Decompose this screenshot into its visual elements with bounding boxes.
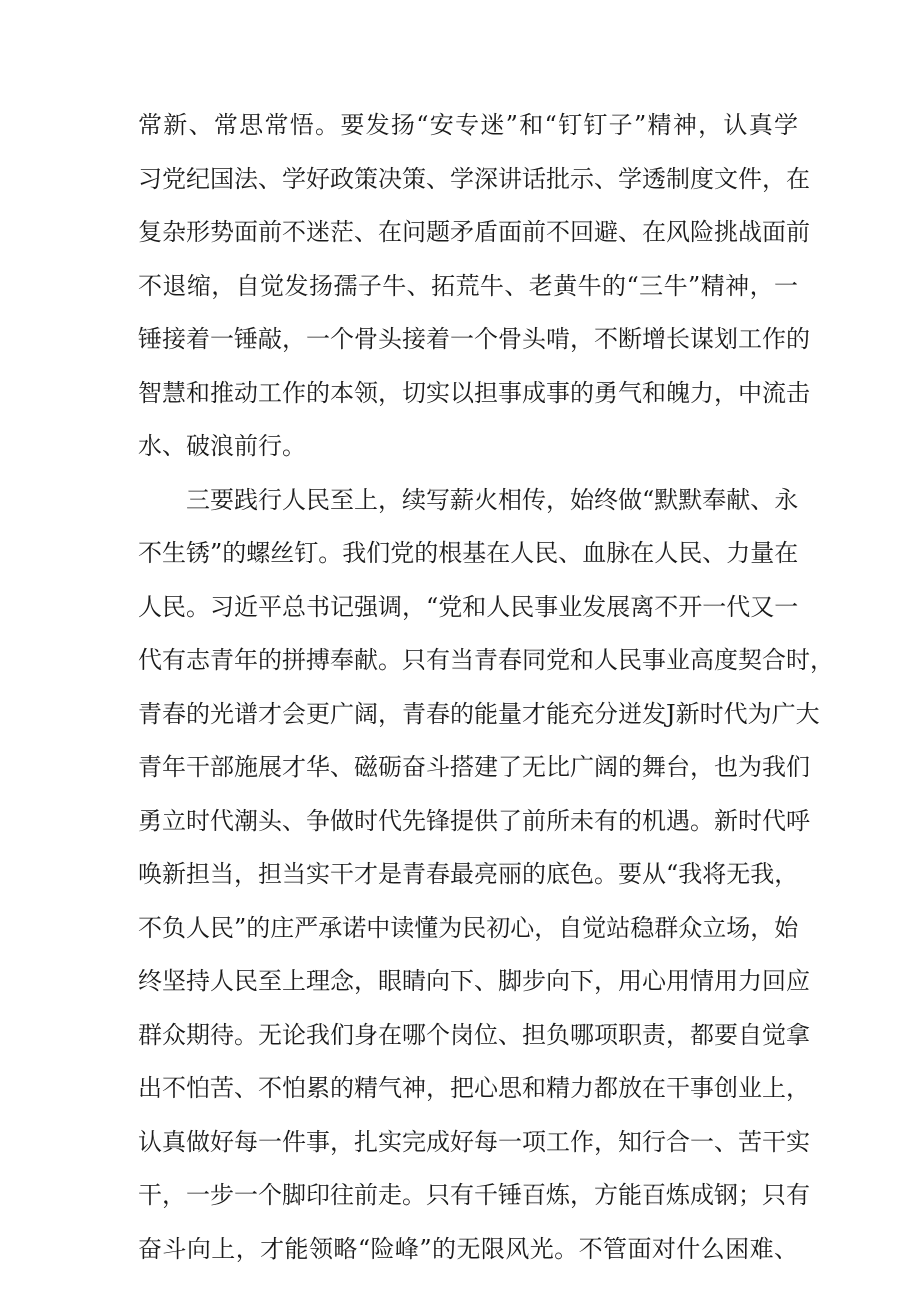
text-line: 青年干部施展才华、磁砺奋斗搭建了无比广阔的舞台，也为我们 [138, 753, 810, 781]
text-line: 智慧和推动工作的本领，切实以担事成事的勇气和魄力，中流击 [138, 379, 810, 407]
text-line: 常新、常思常悟。要发扬“安专迷”和“钉钉子”精神，认真学 [138, 111, 798, 139]
text-line: 奋斗向上，才能领略“险峰”的无限风光。不管面对什么困难、 [138, 1235, 798, 1263]
text-line: 勇立时代潮头、争做时代先锋提供了前所未有的机遇。新时代呼 [138, 807, 810, 835]
text-line: 干，一步一个脚印往前走。只有千锤百炼，方能百炼成钢；只有 [138, 1181, 810, 1209]
text-line: 认真做好每一件事，扎实完成好每一项工作，知行合一、苦干实 [138, 1128, 810, 1156]
text-line: 唤新担当，担当实干才是青春最亮丽的底色。要从“我将无我， [138, 860, 799, 888]
text-line: 习党纪国法、学好政策决策、学深讲话批示、学透制度文件，在 [138, 165, 810, 193]
text-line: 出不怕苦、不怕累的精气神，把心思和精力都放在干事创业上， [138, 1074, 810, 1102]
text-line: 代有志青年的拼搏奉献。只有当青春同党和人民事业高度契合时， [138, 646, 834, 674]
text-line: 锤接着一锤敲，一个骨头接着一个骨头啃，不断增长谋划工作的 [138, 325, 810, 353]
text-line: 终坚持人民至上理念，眼睛向下、脚步向下，用心用情用力回应 [138, 967, 810, 995]
text-line: 不退缩，自觉发扬孺子牛、拓荒牛、老黄牛的“三牛”精神，一 [138, 272, 798, 300]
text-line: 复杂形势面前不迷茫、在问题矛盾面前不回避、在风险挑战面前 [138, 218, 810, 246]
text-line: 不负人民”的庄严承诺中读懂为民初心，自觉站稳群众立场，始 [138, 914, 799, 942]
text-line: 水、破浪前行。 [138, 432, 306, 460]
text-line: 青春的光谱才会更广阔，青春的能量才能充分迸发J新时代为广大 [138, 700, 820, 728]
text-line: 不生锈”的螺丝钉。我们党的根基在人民、血脉在人民、力量在 [138, 539, 799, 567]
text-line: 群众期待。无论我们身在哪个岗位、担负哪项职责，都要自觉拿 [138, 1021, 810, 1049]
text-line: 人民。习近平总书记强调，“党和人民事业发展离不开一代又一 [138, 593, 799, 621]
text-line: 三要践行人民至上，续写薪火相传，始终做“默默奉献、永 [186, 486, 799, 514]
